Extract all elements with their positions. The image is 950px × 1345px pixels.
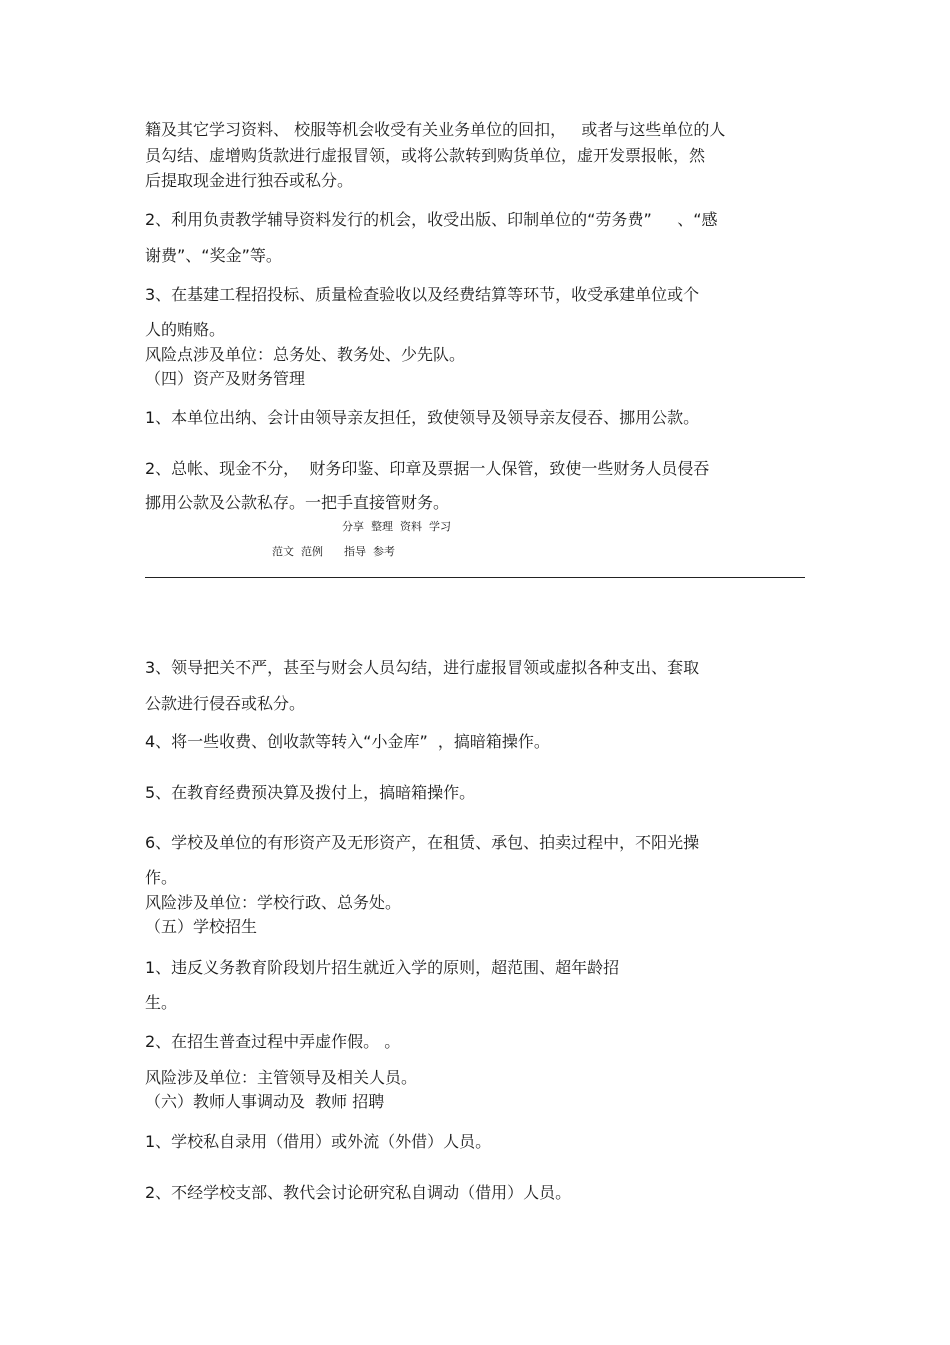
text-line: 2、在招生普查过程中弄虚作假。 。 [145, 1032, 401, 1051]
risk-units: 风险涉及单位：学校行政、总务处。 [145, 893, 402, 912]
text-line: 籍及其它学习资料、 校服等机会收受有关业务单位的回扣， 或者与这些单位的人 [145, 120, 726, 139]
text-line: 员勾结、虚增购货款进行虚报冒领，或将公款转到购货单位，虚开发票报帐，然 [145, 146, 706, 165]
text-line: 后提取现金进行独吞或私分。 [145, 171, 354, 190]
risk-units: 风险涉及单位：主管领导及相关人员。 [145, 1068, 418, 1087]
page-divider [145, 577, 805, 578]
text-line: 6、学校及单位的有形资产及无形资产，在租赁、承包、拍卖过程中，不阳光操 [145, 833, 700, 852]
text-line: 作。 [145, 868, 178, 887]
text-line: 2、不经学校支部、教代会讨论研究私自调动（借用）人员。 [145, 1183, 572, 1202]
footer-line-1: 分享 整理 资料 学习 [342, 520, 451, 533]
section-heading: （六）教师人事调动及 教师 招聘 [145, 1092, 385, 1111]
text-line: 人的贿赂。 [145, 320, 226, 339]
text-line: 1、违反义务教育阶段划片招生就近入学的原则，超范围、超年龄招 [145, 958, 620, 977]
text-line: 1、本单位出纳、会计由领导亲友担任，致使领导及领导亲友侵吞、挪用公款。 [145, 408, 700, 427]
section-heading: （四）资产及财务管理 [145, 369, 306, 388]
risk-units: 风险点涉及单位：总务处、教务处、少先队。 [145, 345, 466, 364]
text-line: 谢费”、“奖金”等。 [145, 246, 282, 265]
text-line: 4、将一些收费、创收款等转入“小金库” ，搞暗箱操作。 [145, 732, 550, 751]
text-line: 公款进行侵吞或私分。 [145, 694, 306, 713]
text-line: 3、在基建工程招投标、质量检查验收以及经费结算等环节，收受承建单位或个 [145, 285, 700, 304]
footer-line-2: 范文 范例 指导 参考 [272, 545, 395, 558]
text-line: 2、总帐、现金不分， 财务印鉴、印章及票据一人保管，致使一些财务人员侵吞 [145, 459, 710, 478]
text-line: 挪用公款及公款私存。一把手直接管财务。 [145, 493, 450, 512]
text-line: 1、学校私自录用（借用）或外流（外借）人员。 [145, 1132, 492, 1151]
text-line: 生。 [145, 993, 178, 1012]
text-line: 3、领导把关不严，甚至与财会人员勾结，进行虚报冒领或虚拟各种支出、套取 [145, 658, 700, 677]
text-line: 2、利用负责教学辅导资料发行的机会，收受出版、印制单位的“劳务费” 、“感 [145, 210, 718, 229]
section-heading: （五）学校招生 [145, 917, 258, 936]
text-line: 5、在教育经费预决算及拨付上，搞暗箱操作。 [145, 783, 476, 802]
